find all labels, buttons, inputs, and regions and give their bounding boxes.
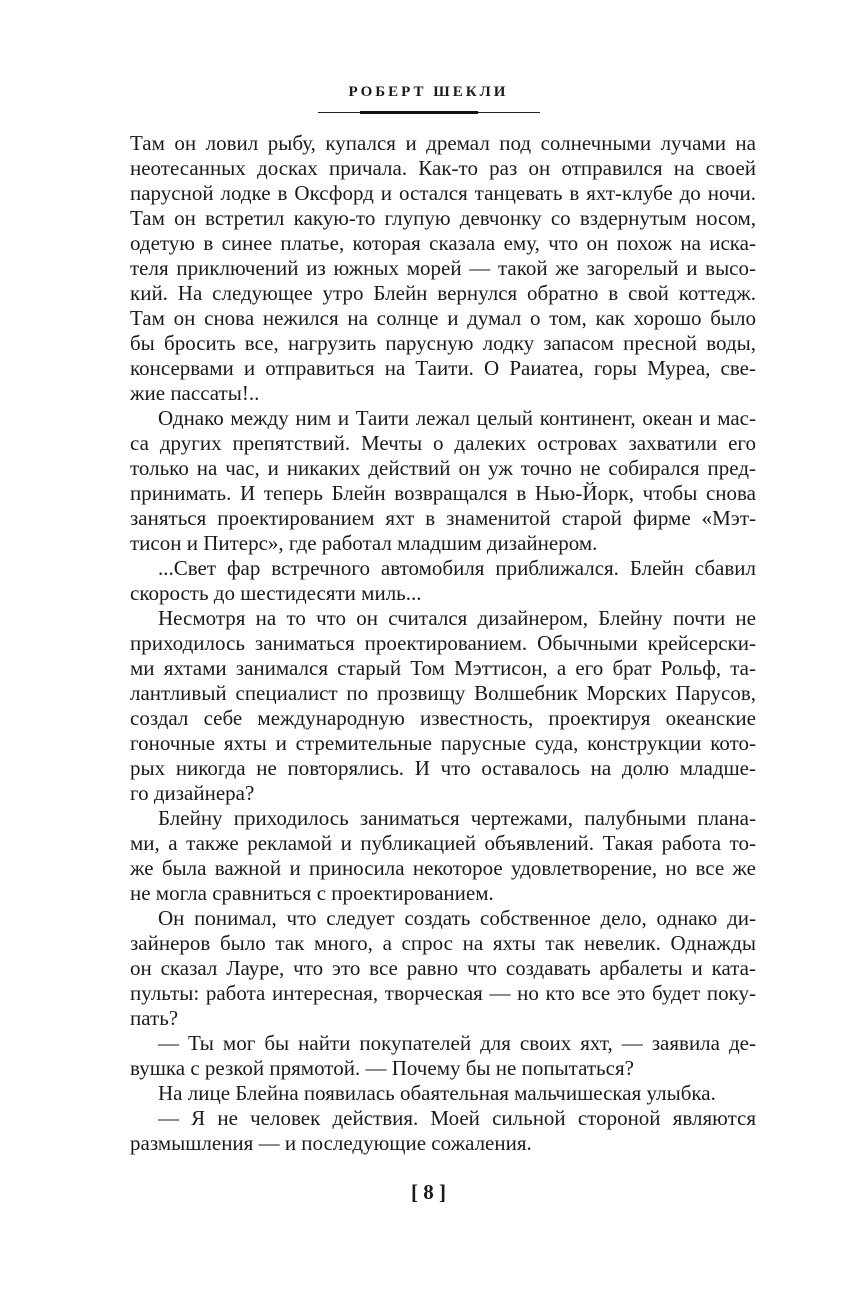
text-line: он сказал Лауре, что это все равно что создавать арбалеты и ката- bbox=[130, 956, 756, 980]
text-line: ми яхтами занимался старый Том Мэттисон, а его брат Рольф, та- bbox=[130, 656, 756, 680]
body-text bbox=[130, 131, 756, 1156]
text-line: одетую в синее платье, которая сказала ему, что он похож на иска- bbox=[130, 231, 756, 255]
text-line: заняться проектированием яхт в знаменитой старой фирме «Мэт- bbox=[130, 506, 756, 530]
text-line: только на час, и никаких действий он уж точно не собирался пред- bbox=[130, 456, 756, 480]
text-line: са других препятствий. Мечты о далеких островах захватили его bbox=[130, 431, 756, 455]
text-line: Однако между ним и Таити лежал целый континент, океан и мас- bbox=[158, 406, 756, 430]
text-line: жие пассаты!.. bbox=[130, 381, 260, 405]
text-line: тисон и Питерс», где работал младшим дизайнером. bbox=[130, 531, 598, 555]
text-line: Там он встретил какую-то глупую девчонку со вздернутым носом, bbox=[130, 206, 756, 230]
text-line: го дизайнера? bbox=[130, 781, 255, 805]
paragraph bbox=[130, 806, 756, 906]
header-rule-accent bbox=[360, 111, 478, 114]
text-line: парусной лодке в Оксфорд и остался танцевать в яхт-клубе до ночи. bbox=[130, 181, 756, 205]
text-line: приходилось заниматься проектированием. Обычными крейсерски- bbox=[130, 631, 756, 655]
text-line: пать? bbox=[130, 1006, 179, 1030]
paragraph bbox=[130, 1106, 756, 1156]
text-line: бы бросить все, нагрузить парусную лодку запасом пресной воды, bbox=[130, 331, 756, 355]
text-line: размышления — и последующие сожаления. bbox=[130, 1131, 532, 1155]
text-line: — Я не человек действия. Моей сильной стороной являются bbox=[158, 1106, 756, 1130]
text-line: Несмотря на то что он считался дизайнером, Блейну почти не bbox=[158, 606, 756, 630]
text-line: ми, а также рекламой и публикацией объявлений. Такая работа то- bbox=[130, 831, 756, 855]
text-line: создал себе международную известность, проектируя океанские bbox=[130, 706, 756, 730]
text-line: зайнеров было так много, а спрос на яхты так невелик. Однажды bbox=[130, 931, 756, 955]
text-line: кий. На следующее утро Блейн вернулся обратно в свой коттедж. bbox=[130, 281, 756, 305]
text-line: ...Свет фар встречного автомобиля приближался. Блейн сбавил bbox=[158, 556, 756, 580]
running-header-author: РОБЕРТ ШЕКЛИ bbox=[348, 84, 509, 100]
text-line: теля приключений из южных морей — такой же загорелый и высо- bbox=[130, 256, 756, 280]
text-line: принимать. И теперь Блейн возвращался в Нью-Йорк, чтобы снова bbox=[130, 481, 756, 505]
text-line: не могла сравниться с проектированием. bbox=[130, 881, 494, 905]
text-line: вушка с резкой прямотой. — Почему бы не попытаться? bbox=[130, 1056, 634, 1080]
text-line: пульты: работа интересная, творческая — но кто все это будет поку- bbox=[130, 981, 756, 1005]
text-line: — Ты мог бы найти покупателей для своих яхт, — заявила де- bbox=[158, 1031, 756, 1055]
text-line: Блейну приходилось заниматься чертежами, палубными плана- bbox=[158, 806, 756, 830]
paragraph bbox=[130, 1081, 756, 1106]
text-line: консервами и отправиться на Таити. О Раиатеа, горы Муреа, све- bbox=[130, 356, 756, 380]
paragraph bbox=[130, 906, 756, 1031]
text-line: Там он ловил рыбу, купался и дремал под солнечными лучами на bbox=[130, 131, 756, 155]
paragraph bbox=[130, 131, 756, 406]
text-line: неотесанных досках причала. Как-то раз он отправился на своей bbox=[130, 156, 756, 180]
paragraph bbox=[130, 556, 756, 606]
paragraph bbox=[130, 606, 756, 806]
text-line: гоночные яхты и стремительные парусные суда, конструкции кото- bbox=[130, 731, 756, 755]
text-line: лантливый специалист по прозвищу Волшебник Морских Парусов, bbox=[130, 681, 756, 705]
text-line: На лице Блейна появилась обаятельная мальчишеская улыбка. bbox=[158, 1081, 716, 1105]
text-line: рых никогда не повторялись. И что оставалось на долю младше- bbox=[130, 756, 756, 780]
text-line: Там он снова нежился на солнце и думал о том, как хорошо было bbox=[130, 306, 756, 330]
page-number: [ 8 ] bbox=[411, 1180, 446, 1204]
paragraph bbox=[130, 1031, 756, 1081]
text-line: скорость до шестидесяти миль... bbox=[130, 581, 422, 605]
text-line: Он понимал, что следует создать собственное дело, однако ди- bbox=[158, 906, 756, 930]
text-line: же была важной и приносила некоторое удовлетворение, но все же bbox=[130, 856, 756, 880]
paragraph bbox=[130, 406, 756, 556]
